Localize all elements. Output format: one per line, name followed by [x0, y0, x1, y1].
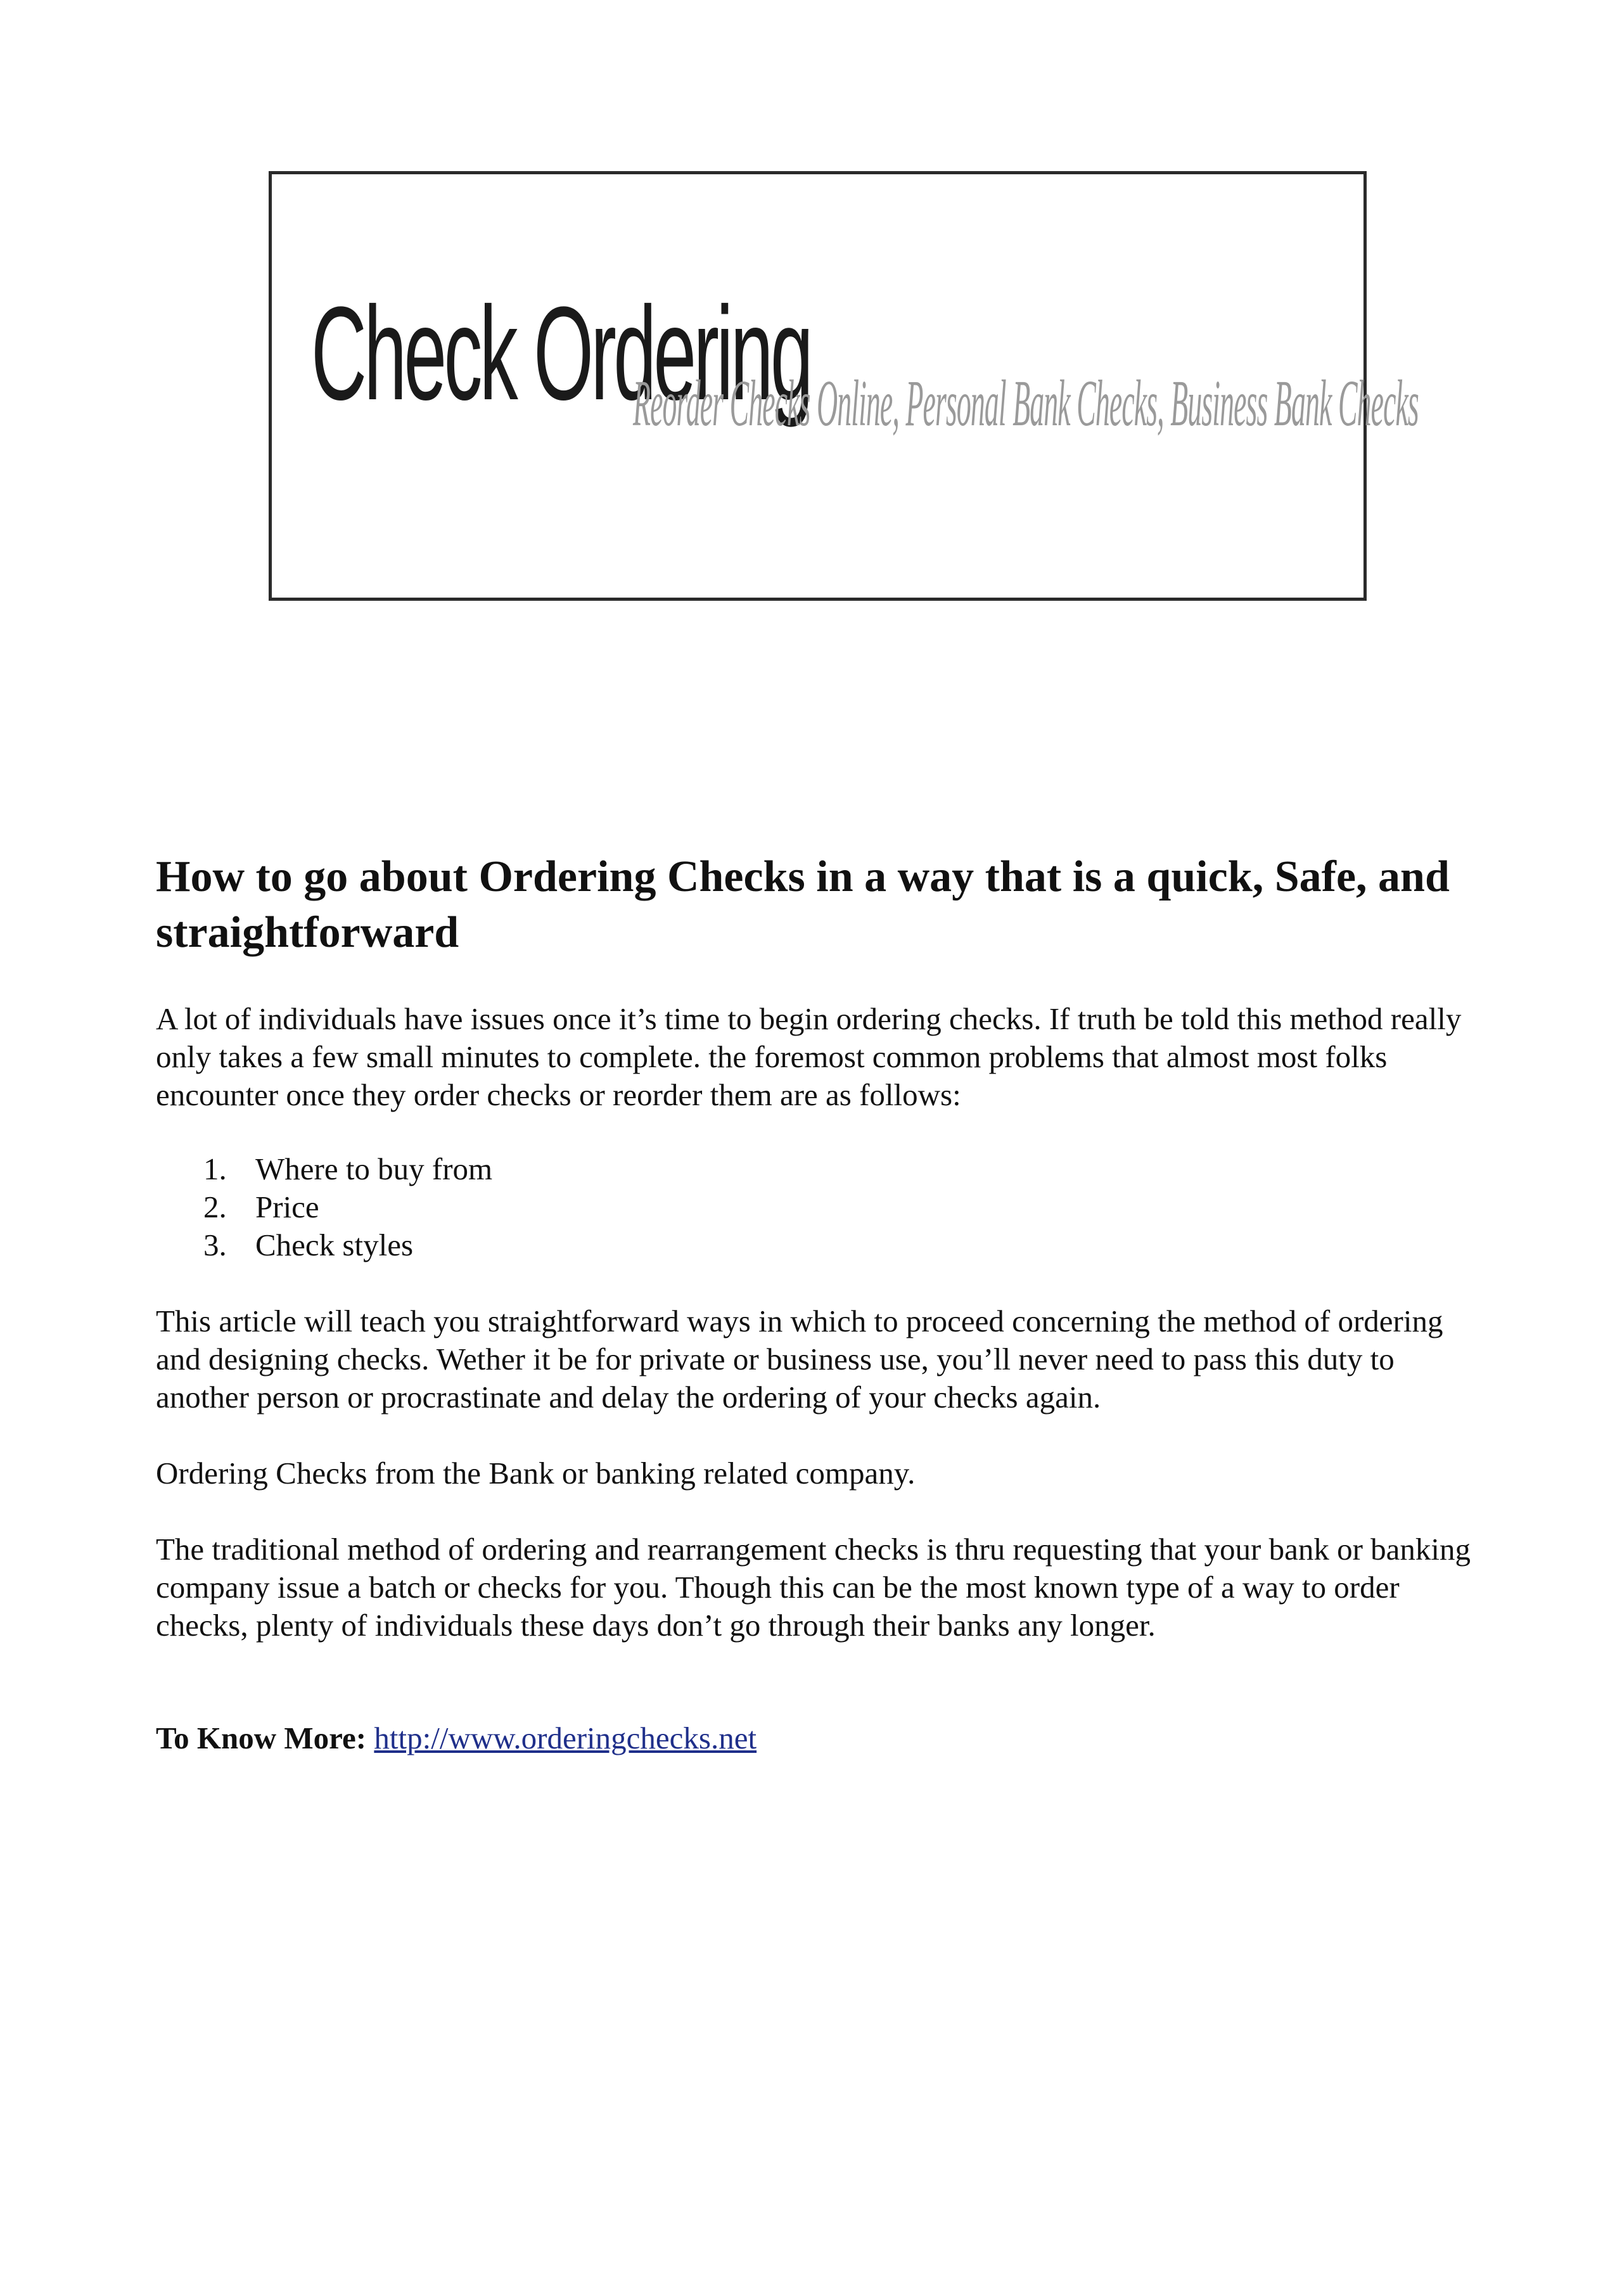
- list-item: [156, 1188, 1486, 1226]
- logo-tagline: Reorder Checks Online, Personal Bank Checks, Business Bank Checks: [633, 367, 1419, 440]
- list-item-number: 2.: [203, 1190, 227, 1224]
- logo-text: Check Ordering: [311, 279, 811, 428]
- know-more-line: [156, 1719, 1486, 1757]
- list-item-number: 3.: [203, 1228, 227, 1262]
- know-more-link[interactable]: http://www.orderingchecks.net: [374, 1721, 757, 1755]
- list-item-text: Where to buy from: [255, 1151, 493, 1186]
- body-paragraph-bank-heading: Ordering Checks from the Bank or banking related company.: [156, 1456, 916, 1491]
- list-item: [156, 1150, 1486, 1188]
- list-item-number: 1.: [203, 1151, 227, 1186]
- body-paragraph-methods: This article will teach you straightforward ways in which to proceed concerning the method of ordering and designing checks. Wether it be for private or business use, you’ll never need to pass this duty to another person or procrastinate and delay the ordering of your checks again.: [156, 1304, 1443, 1414]
- list-item-text: Price: [255, 1190, 319, 1224]
- list-item-text: Check styles: [255, 1228, 414, 1262]
- article: [156, 849, 1486, 1757]
- problems-list: [156, 1150, 1486, 1264]
- list-item: [156, 1226, 1486, 1264]
- article-title: How to go about Ordering Checks in a way that is a quick, Safe, and straightforward: [156, 852, 1450, 957]
- body-paragraph-traditional: The traditional method of ordering and rearrangement checks is thru requesting that your bank or banking company issue a batch or checks for you. Though this can be the most known type of a way to order checks, plenty of individuals these days don’t go through their banks any longer.: [156, 1532, 1471, 1643]
- know-more-label: To Know More:: [156, 1721, 367, 1755]
- intro-paragraph: A lot of individuals have issues once it’s time to begin ordering checks. If truth be told this method really only takes a few small minutes to complete. the foremost common problems that almost most folks encounter once they order checks or reorder them are as follows:: [156, 1001, 1462, 1112]
- header-banner-image: [269, 171, 1419, 601]
